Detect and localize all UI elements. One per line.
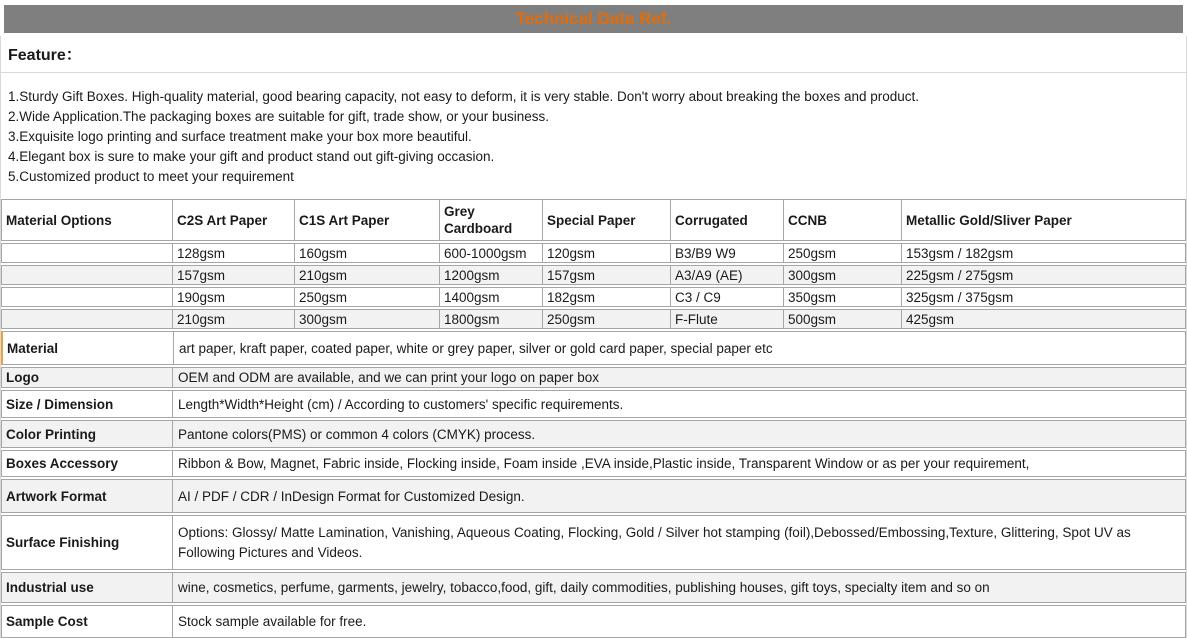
- spec-cell: 1800gsm: [439, 310, 542, 328]
- spec-row-1: [1, 243, 1186, 263]
- spec-cell: 190gsm: [172, 288, 294, 306]
- column-header-metallic-paper: Metallic Gold/Sliver Paper: [901, 200, 1185, 240]
- spec-header-row: [1, 199, 1186, 241]
- spec-cell: A3/A9 (AE): [670, 266, 783, 284]
- detail-row-boxes-accessory: [1, 450, 1186, 477]
- column-header-c2s-art-paper: C2S Art Paper: [172, 200, 294, 240]
- feature-item-5: 5.Customized product to meet your requirement: [8, 169, 294, 184]
- spec-cell: 210gsm: [294, 266, 439, 284]
- spec-cell: C3 / C9: [670, 288, 783, 306]
- detail-row-material: [1, 331, 1186, 365]
- spec-cell: 157gsm: [542, 266, 670, 284]
- feature-item-2: 2.Wide Application.The packaging boxes are suitable for gift, trade show, or your business.: [8, 109, 550, 124]
- spec-cell: 120gsm: [542, 244, 670, 262]
- detail-row-industrial-use: [1, 572, 1186, 603]
- detail-value: Ribbon & Bow, Magnet, Fabric inside, Flocking inside, Foam inside ,EVA inside,Plastic inside, Transparent Window or as per your requirement,: [172, 451, 1185, 476]
- detail-label: Logo: [6, 370, 39, 385]
- spec-cell: 325gsm / 375gsm: [901, 288, 1185, 306]
- spec-cell: 500gsm: [783, 310, 901, 328]
- detail-row-sample-cost: [1, 605, 1186, 638]
- title-bar: [4, 5, 1183, 33]
- spec-cell: 250gsm: [783, 244, 901, 262]
- detail-value: art paper, kraft paper, coated paper, white or grey paper, silver or gold card paper, special paper etc: [173, 332, 1185, 364]
- detail-value: AI / PDF / CDR / InDesign Format for Customized Design.: [172, 480, 1185, 512]
- content-sheet: [0, 36, 1187, 638]
- spec-cell: F-Flute: [670, 310, 783, 328]
- page-title: Technical Data Ref.: [515, 9, 672, 28]
- column-header-corrugated: Corrugated: [670, 200, 783, 240]
- detail-value: Length*Width*Height (cm) / According to customers' specific requirements.: [172, 391, 1185, 417]
- column-header-c1s-art-paper: C1S Art Paper: [294, 200, 439, 240]
- detail-label: Boxes Accessory: [6, 456, 119, 471]
- column-header-material-options: Material Options: [6, 212, 112, 228]
- detail-label: Material: [7, 340, 59, 356]
- feature-item-1: 1.Sturdy Gift Boxes. High-quality material, good bearing capacity, not easy to deform, it is very stable. Don't worry about breaking the boxes and product.: [8, 89, 920, 104]
- spec-cell: 128gsm: [172, 244, 294, 262]
- detail-label: Sample Cost: [6, 614, 88, 629]
- detail-value: OEM and ODM are available, and we can print your logo on paper box: [172, 368, 1185, 387]
- spec-cell: 250gsm: [542, 310, 670, 328]
- detail-label: Artwork Format: [6, 488, 107, 504]
- detail-label: Size / Dimension: [6, 396, 114, 412]
- detail-label: Industrial use: [6, 580, 94, 595]
- feature-item-3: 3.Exquisite logo printing and surface treatment make your box more beautiful.: [8, 129, 472, 144]
- column-header-grey-cardboard: Grey Cardboard: [439, 200, 542, 240]
- feature-list: [1, 73, 1186, 187]
- material-options-table: [1, 199, 1186, 329]
- spec-cell: [2, 266, 172, 284]
- spec-cell: 182gsm: [542, 288, 670, 306]
- column-header-special-paper: Special Paper: [542, 200, 670, 240]
- page: [0, 5, 1187, 638]
- detail-label: Color Printing: [6, 426, 96, 442]
- spec-cell: 157gsm: [172, 266, 294, 284]
- spec-cell: 225gsm / 275gsm: [901, 266, 1185, 284]
- detail-label: Surface Finishing: [6, 535, 120, 550]
- detail-row-color-printing: [1, 420, 1186, 448]
- spec-row-3: [1, 287, 1186, 307]
- detail-row-logo: [1, 367, 1186, 388]
- spec-cell: [2, 310, 172, 328]
- spec-cell: 350gsm: [783, 288, 901, 306]
- spec-cell: B3/B9 W9: [670, 244, 783, 262]
- spec-row-2: [1, 265, 1186, 285]
- detail-row-size-dimension: [1, 390, 1186, 418]
- feature-heading: Feature：: [1, 36, 1186, 73]
- detail-table: [1, 331, 1186, 638]
- detail-row-surface-finishing: [1, 515, 1186, 570]
- spec-cell: 160gsm: [294, 244, 439, 262]
- spec-cell: [2, 288, 172, 306]
- spec-cell: 300gsm: [294, 310, 439, 328]
- feature-item-4: 4.Elegant box is sure to make your gift and product stand out gift-giving occasion.: [8, 149, 495, 164]
- detail-value: Pantone colors(PMS) or common 4 colors (CMYK) process.: [172, 421, 1185, 447]
- detail-value: Stock sample available for free.: [172, 606, 1185, 637]
- spec-cell: 153gsm / 182gsm: [901, 244, 1185, 262]
- spec-cell: 1400gsm: [439, 288, 542, 306]
- spec-cell: 600-1000gsm: [439, 244, 542, 262]
- detail-row-artwork-format: [1, 479, 1186, 513]
- spec-cell: [2, 244, 172, 262]
- spec-cell: 250gsm: [294, 288, 439, 306]
- spec-cell: 210gsm: [172, 310, 294, 328]
- spec-row-4: [1, 309, 1186, 329]
- detail-value: Options: Glossy/ Matte Lamination, Vanishing, Aqueous Coating, Flocking, Gold / Silver hot stamping (foil),Debossed/Embossing,Texture, Glittering, Spot UV as Following Pictures and Videos.: [172, 516, 1185, 569]
- spec-cell: 1200gsm: [439, 266, 542, 284]
- spec-cell: 425gsm: [901, 310, 1185, 328]
- detail-value: wine, cosmetics, perfume, garments, jewelry, tobacco,food, gift, daily commodities, publishing houses, gift toys, specialty item and so on: [172, 573, 1185, 602]
- spec-cell: 300gsm: [783, 266, 901, 284]
- column-header-ccnb: CCNB: [783, 200, 901, 240]
